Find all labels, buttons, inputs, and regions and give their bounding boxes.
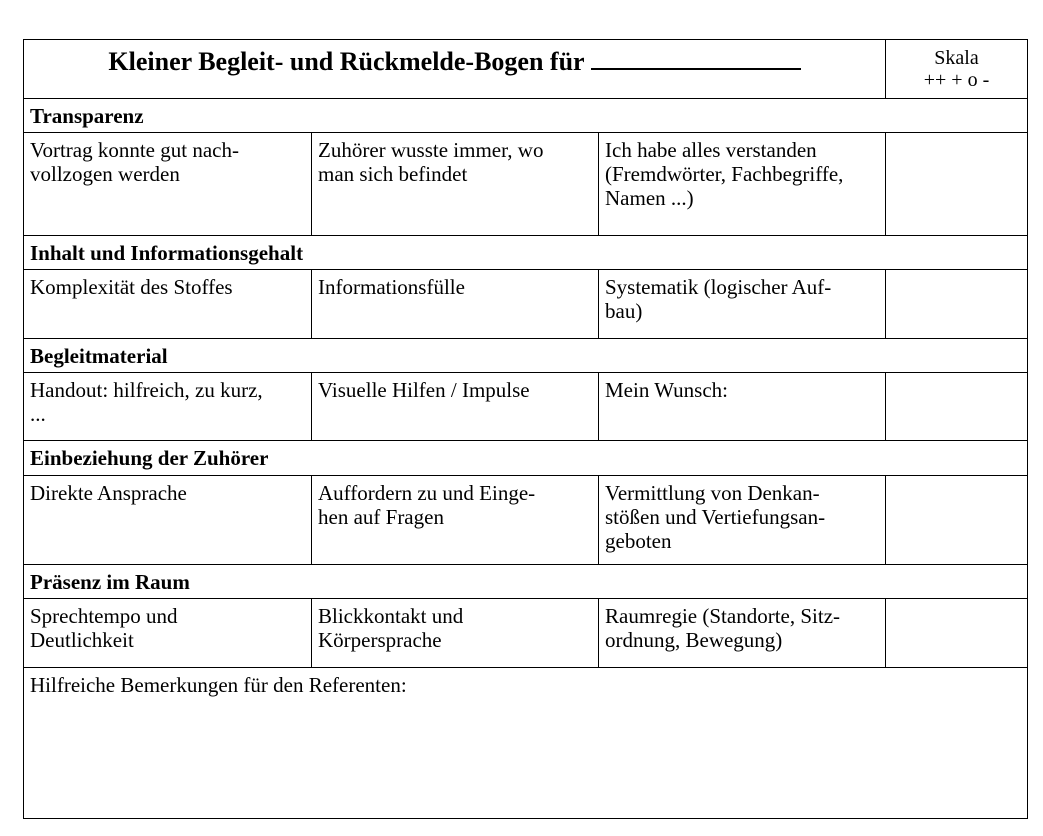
scale-label: Skala: [934, 47, 979, 69]
criterion-cell: Raumregie (Standorte, Sitz- ordnung, Bewegung): [599, 599, 886, 667]
criterion-cell: Vermittlung von Denkan- stößen und Vertiefungsan- geboten: [599, 476, 886, 564]
feedback-form: [23, 39, 1028, 819]
section-heading: Transparenz: [30, 104, 144, 128]
criteria-row: [24, 133, 1027, 236]
criterion-cell: Sprechtempo und Deutlichkeit: [24, 599, 312, 667]
criterion-cell: Blickkontakt und Körpersprache: [312, 599, 599, 667]
criteria-row: [24, 476, 1027, 565]
title-blank-line[interactable]: [591, 46, 801, 70]
header-row: [24, 40, 1027, 99]
section-heading: Einbeziehung der Zuhörer: [30, 446, 269, 470]
scale-header: [886, 40, 1027, 98]
scale-values: ++ + o -: [923, 69, 990, 91]
criteria-row: [24, 270, 1027, 339]
section-heading-row: [24, 565, 1027, 599]
criterion-cell: Ich habe alles verstanden (Fremdwörter, Fachbegriffe, Namen ...): [599, 133, 886, 235]
section-heading-row: [24, 236, 1027, 270]
rating-cell[interactable]: [886, 476, 1027, 564]
rating-cell[interactable]: [886, 599, 1027, 667]
form-title-text: Kleiner Begleit- und Rückmelde-Bogen für: [108, 47, 585, 76]
criterion-cell: Komplexität des Stoffes: [24, 270, 312, 338]
section-heading-row: [24, 339, 1027, 373]
rating-cell[interactable]: [886, 270, 1027, 338]
criterion-cell: Zuhörer wusste immer, wo man sich befindet: [312, 133, 599, 235]
criteria-row: [24, 373, 1027, 441]
section-heading: Begleitmaterial: [30, 344, 168, 368]
remarks-label: Hilfreiche Bemerkungen für den Referenten:: [30, 673, 407, 697]
section-heading: Inhalt und Informationsgehalt: [30, 241, 304, 265]
rating-cell[interactable]: [886, 133, 1027, 235]
criterion-cell: Handout: hilfreich, zu kurz, ...: [24, 373, 312, 440]
criterion-cell: Vortrag konnte gut nach- vollzogen werden: [24, 133, 312, 235]
remarks-area[interactable]: [24, 668, 1027, 818]
section-heading-row: [24, 99, 1027, 133]
criterion-cell: Systematik (logischer Auf- bau): [599, 270, 886, 338]
rating-cell[interactable]: [886, 373, 1027, 440]
criteria-row: [24, 599, 1027, 668]
section-heading: Präsenz im Raum: [30, 570, 190, 594]
criterion-cell: Visuelle Hilfen / Impulse: [312, 373, 599, 440]
section-heading-row: [24, 441, 1027, 476]
criterion-cell: Informationsfülle: [312, 270, 599, 338]
criterion-cell: Direkte Ansprache: [24, 476, 312, 564]
criterion-cell: Mein Wunsch:: [599, 373, 886, 440]
form-title: [24, 40, 886, 98]
criterion-cell: Auffordern zu und Einge- hen auf Fragen: [312, 476, 599, 564]
